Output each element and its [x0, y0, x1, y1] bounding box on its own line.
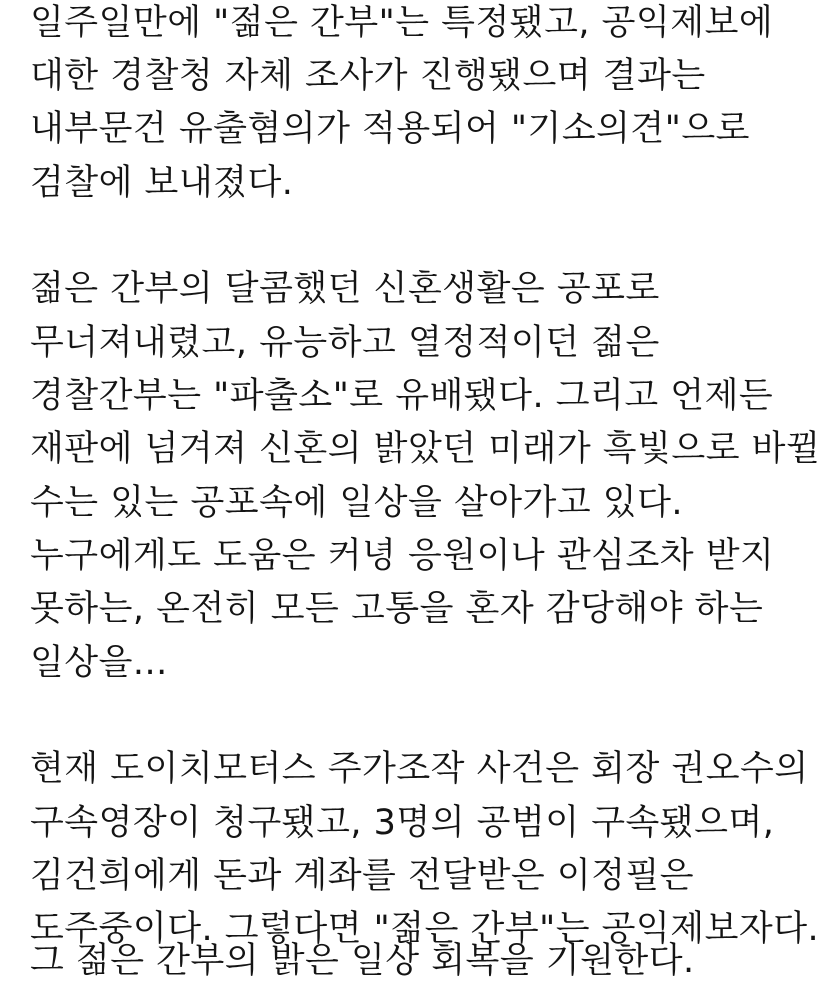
text-line: 못하는, 온전히 모든 고통을 혼자 감당해야 하는: [30, 589, 764, 629]
text-line: 현재 도이치모터스 주가조작 사건은 회장 권오수의: [30, 749, 809, 789]
text-line: 구속영장이 청구됐고, 3명의 공범이 구속됐으며,: [30, 803, 775, 843]
text-line: 누구에게도 도움은 커녕 응원이나 관심조차 받지: [30, 536, 775, 576]
text-line: 그 젊은 간부의 밝은 일상 회복을 기원한다.: [30, 941, 695, 981]
text-line: 무너져내렸고, 유능하고 열정적이던 젊은: [30, 323, 660, 363]
text-line: 김건희에게 돈과 계좌를 전달받은 이정필은: [30, 856, 695, 896]
text-line: 일주일만에 "젊은 간부"는 특정됐고, 공익제보에: [30, 3, 774, 43]
text-line: 일상을...: [30, 643, 168, 683]
text-line: 수는 있는 공포속에 일상을 살아가고 있다.: [30, 483, 684, 523]
text-line: 도주중이다. 그렇다면 "젊은 간부"는 공익제보자다.: [30, 909, 820, 949]
text-line: 재판에 넘겨져 신혼의 밝았던 미래가 흑빛으로 바뀔: [30, 429, 821, 469]
text-line: 대한 경찰청 자체 조사가 진행됐으며 결과는: [30, 56, 706, 96]
text-line: 경찰간부는 "파출소"로 유배됐다. 그리고 언제든: [30, 376, 774, 416]
text-line: 검찰에 보내졌다.: [30, 163, 294, 203]
text-line: 내부문건 유출혐의가 적용되어 "기소의견"으로: [30, 109, 750, 149]
text-line: 젊은 간부의 달콤했던 신혼생활은 공포로: [30, 269, 660, 309]
